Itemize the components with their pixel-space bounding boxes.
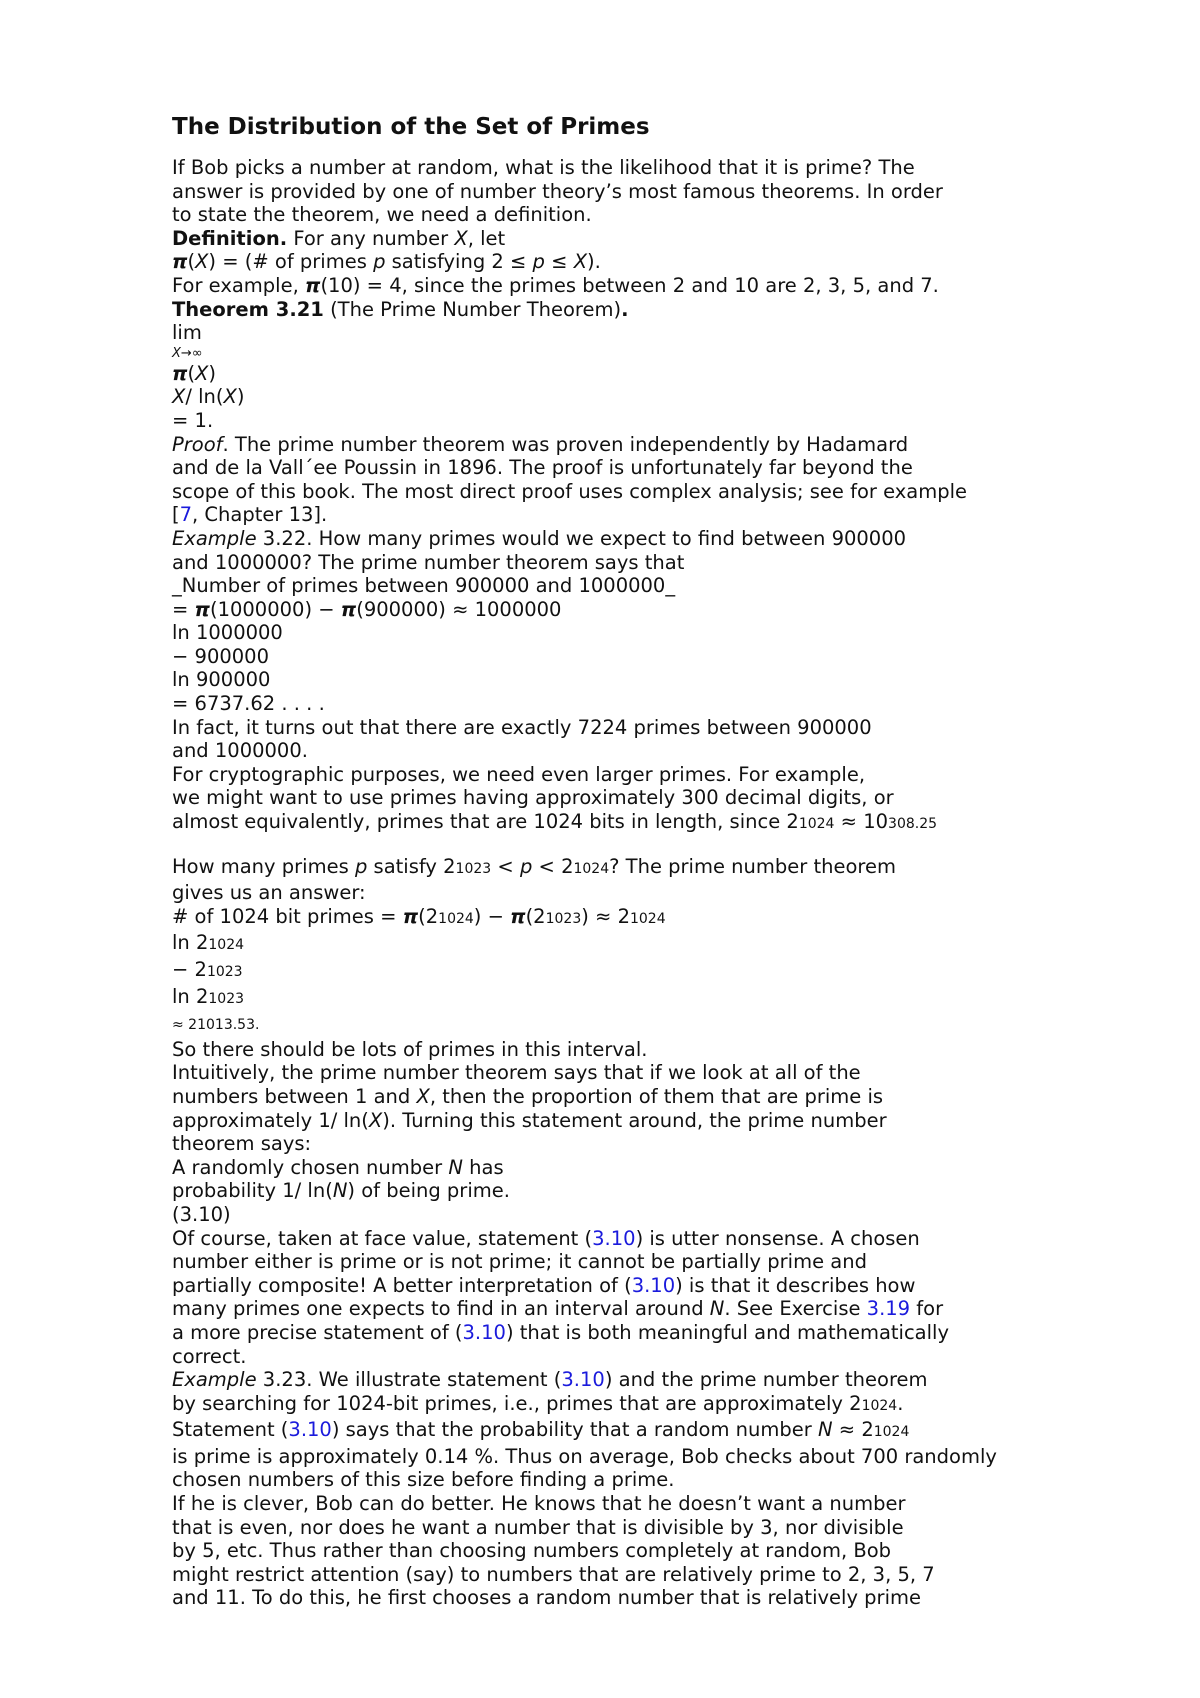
proof-line: Proof. The prime number theorem was proven independently by Hadamard: [172, 432, 909, 456]
limit-numerator: π(X): [172, 361, 217, 385]
example-line: Example 3.23. We illustrate statement (3.10) and the prime number theorem: [172, 1368, 928, 1392]
proof-line: and de la Vall´ee Poussin in 1896. The proof is unfortunately far beyond the: [172, 456, 913, 480]
example-line: = π(1000000) − π(900000) ≈ 1000000: [172, 597, 562, 621]
paragraph-line: Intuitively, the prime number theorem says that if we look at all of the: [172, 1061, 861, 1085]
paragraph-line: For cryptographic purposes, we need even larger primes. For example,: [172, 762, 866, 786]
paragraph-line: If Bob picks a number at random, what is the likelihood that it is prime? The: [172, 156, 915, 179]
limit-lim: lim: [172, 321, 202, 345]
equation-link[interactable]: 3.10: [288, 1418, 332, 1442]
citation-link[interactable]: 7: [179, 503, 193, 527]
example-line: In fact, it turns out that there are exactly 7224 primes between 900000: [172, 715, 872, 739]
equation-link[interactable]: 3.10: [631, 1273, 676, 1297]
paragraph-line: to state the theorem, we need a definition.: [172, 203, 592, 227]
paragraph-line: we might want to use primes having approximately 300 decimal digits, or: [172, 786, 894, 810]
paragraph-line: correct.: [172, 1344, 247, 1368]
paragraph-line: might restrict attention (say) to numbers that are relatively prime to 2, 3, 5, 7: [172, 1562, 935, 1586]
formula-line: ≈ 21013.53.: [172, 1017, 260, 1034]
limit-result: = 1.: [172, 408, 214, 432]
definition-formula: π(X) = (# of primes p satisfying 2 ≤ p ≤ X).: [172, 250, 601, 274]
proof-line: [7, Chapter 13].: [172, 503, 328, 527]
document-page: [172, 112, 1072, 1610]
example-line: = 6737.62 . . . .: [172, 692, 325, 716]
paragraph-line: numbers between 1 and X, then the proportion of them that are prime is: [172, 1084, 884, 1108]
definition-label: Definition.: [172, 226, 288, 250]
example-line: _Number of primes between 900000 and 1000000_: [172, 574, 676, 598]
paragraph-line: approximately 1/ ln(X). Turning this statement around, the prime number: [172, 1108, 887, 1132]
example-line: chosen numbers of this size before finding a prime.: [172, 1468, 675, 1492]
example-line: − 900000: [172, 644, 269, 668]
equation-link[interactable]: 3.10: [561, 1368, 605, 1392]
formula-line: − 21023: [172, 958, 243, 981]
example-label: Example: [172, 1368, 257, 1392]
paragraph-line: theorem says:: [172, 1132, 312, 1156]
example-line: For example, π(10) = 4, since the primes between 2 and 10 are 2, 3, 5, and 7.: [172, 273, 939, 297]
paragraph-line: that is even, nor does he want a number that is divisible by 3, nor divisible: [172, 1515, 904, 1539]
equation-link[interactable]: 3.10: [462, 1320, 506, 1344]
theorem-line: Theorem 3.21 (The Prime Number Theorem).: [172, 297, 629, 321]
formula-line: # of 1024 bit primes = π(21024) − π(21023) ≈ 21024: [172, 904, 666, 928]
limit-subscript: X→∞: [172, 345, 203, 361]
paragraph-line: a more precise statement of (3.10) that is both meaningful and mathematically: [172, 1320, 950, 1344]
equation-number: (3.10): [172, 1202, 231, 1226]
limit-denominator: X/ ln(X): [172, 385, 245, 409]
example-line: is prime is approximately 0.14 %. Thus on average, Bob checks about 700 randomly: [172, 1444, 997, 1468]
section-title: The Distribution of the Set of Primes: [172, 114, 650, 140]
paragraph-line: partially composite! A better interpretation of (3.10) is that it describes how: [172, 1273, 916, 1297]
statement-line: A randomly chosen number N has: [172, 1155, 504, 1179]
paragraph-line: answer is provided by one of number theory’s most famous theorems. In order: [172, 179, 943, 203]
theorem-label: Theorem 3.21: [172, 297, 324, 321]
example-line: and 1000000? The prime number theorem says that: [172, 550, 685, 574]
paragraph-line: How many primes p satisfy 21023 < p < 21024? The prime number theorem: [172, 854, 896, 878]
paragraph-line: gives us an answer:: [172, 881, 366, 905]
paragraph-line: Of course, taken at face value, statement (3.10) is utter nonsense. A chosen: [172, 1226, 920, 1250]
proof-label: Proof: [172, 432, 223, 456]
example-line: ln 1000000: [172, 621, 283, 645]
example-line: and 1000000.: [172, 739, 308, 763]
definition-line: Definition. For any number X, let: [172, 226, 506, 250]
formula-line: ln 21023: [172, 984, 245, 1008]
paragraph-line: and 11. To do this, he first chooses a random number that is relatively prime: [172, 1586, 921, 1610]
example-line: by searching for 1024-bit primes, i.e., primes that are approximately 21024.: [172, 1391, 904, 1415]
exercise-link[interactable]: 3.19: [866, 1297, 911, 1321]
paragraph-line: almost equivalently, primes that are 1024 bits in length, since 21024 ≈ 10308.25: [172, 810, 938, 834]
example-line: Example 3.22. How many primes would we expect to find between 900000: [172, 526, 907, 550]
statement-line: probability 1/ ln(N) of being prime.: [172, 1179, 510, 1203]
paragraph-line: number either is prime or is not prime; it cannot be partially prime and: [172, 1250, 867, 1274]
paragraph-line: So there should be lots of primes in this interval.: [172, 1037, 648, 1061]
example-line: ln 900000: [172, 668, 271, 692]
formula-line: ln 21024: [172, 931, 245, 955]
paragraph-line: If he is clever, Bob can do better. He knows that he doesn’t want a number: [172, 1492, 906, 1516]
equation-link[interactable]: 3.10: [592, 1226, 636, 1250]
paragraph-line: by 5, etc. Thus rather than choosing numbers completely at random, Bob: [172, 1539, 892, 1563]
example-label: Example: [172, 526, 257, 550]
example-line: Statement (3.10) says that the probability that a random number N ≈ 21024: [172, 1418, 910, 1442]
paragraph-line: many primes one expects to find in an interval around N. See Exercise 3.19 for: [172, 1297, 944, 1321]
proof-line: scope of this book. The most direct proof uses complex analysis; see for example: [172, 479, 968, 503]
